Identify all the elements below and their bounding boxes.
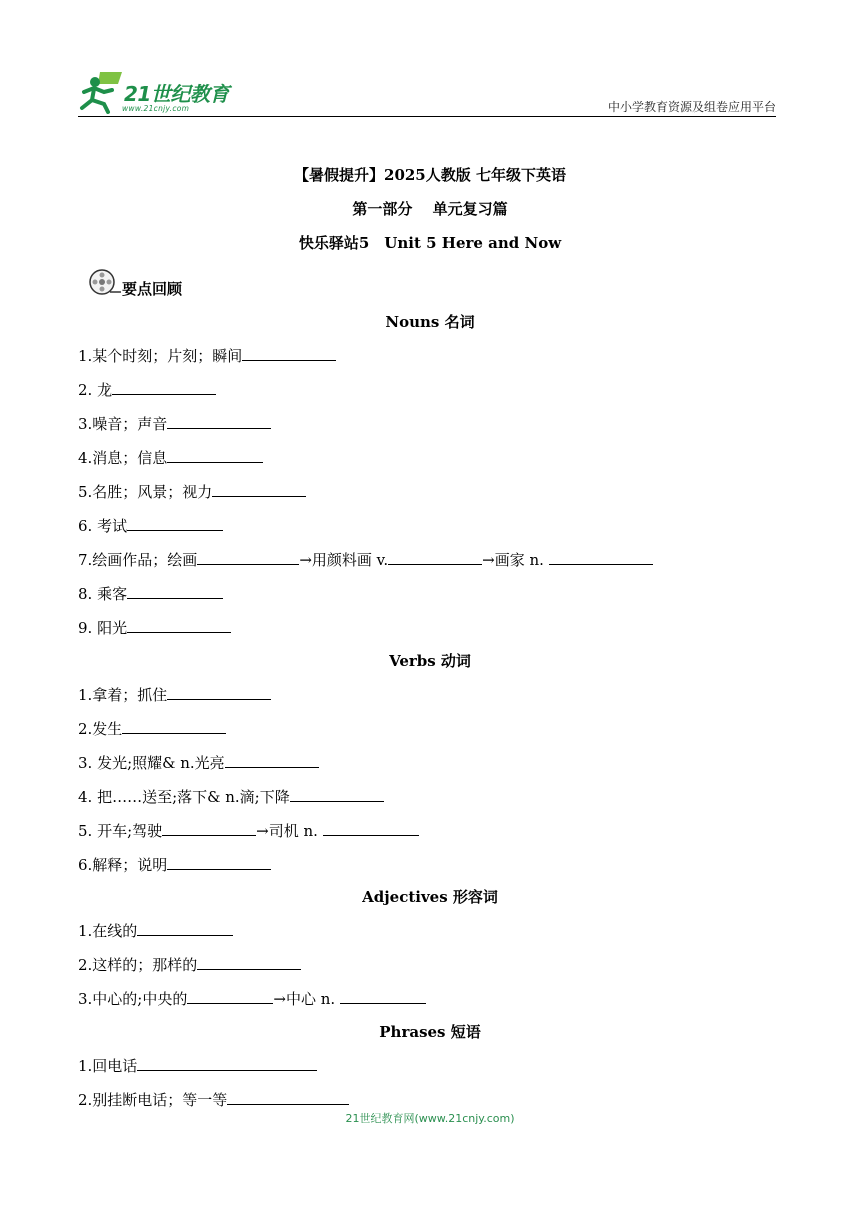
nouns-heading: Nouns 名词 (385, 313, 475, 331)
answer-blank[interactable] (290, 787, 384, 802)
phrases-heading: Phrases 短语 (379, 1023, 481, 1041)
logo-url: www.21cnjy.com (122, 104, 190, 113)
answer-blank[interactable] (225, 753, 319, 768)
answer-blank[interactable] (127, 584, 223, 599)
adjective-item-2: 2.这样的；那样的 (78, 954, 301, 975)
runner-logo-icon (78, 70, 126, 114)
verb-item-6: 6.解释；说明 (78, 854, 271, 875)
phrase-item-2: 2.别挂断电话；等一等 (78, 1089, 349, 1110)
title-line-2: 第一部分 单元复习篇 (352, 200, 508, 218)
answer-blank[interactable] (227, 1090, 349, 1105)
noun-item-6: 6. 考试 (78, 515, 223, 536)
verb-item-3: 3. 发光;照耀& n.光亮 (78, 752, 319, 773)
noun-item-1: 1.某个时刻；片刻；瞬间 (78, 345, 336, 366)
answer-blank[interactable] (162, 821, 256, 836)
noun-item-5: 5.名胜；风景；视力 (78, 481, 306, 502)
page-header (78, 70, 776, 117)
verb-item-4: 4. 把……送至;落下& n.滴;下降 (78, 786, 384, 807)
answer-blank[interactable] (137, 1056, 317, 1071)
section-label: 要点回顾 (122, 280, 183, 298)
answer-blank[interactable] (167, 685, 271, 700)
answer-blank[interactable] (167, 414, 271, 429)
title-line-1: 【暑假提升】2025人教版 七年级下英语 (294, 166, 566, 184)
title-line-3: 快乐驿站5 Unit 5 Here and Now (298, 234, 562, 252)
answer-blank[interactable] (112, 380, 216, 395)
adjective-item-1: 1.在线的 (78, 920, 233, 941)
noun-item-9: 9. 阳光 (78, 617, 231, 638)
answer-blank[interactable] (167, 448, 263, 463)
platform-name: 中小学教育资源及组卷应用平台 (607, 100, 776, 114)
noun-item-2: 2. 龙 (78, 379, 216, 400)
answer-blank[interactable] (323, 821, 419, 836)
page-footer: 21世纪教育网(www.21cnjy.com) (345, 1112, 515, 1125)
noun-item-7: 7.绘画作品；绘画 →用颜料画 v. →画家 n. (78, 549, 653, 570)
answer-blank[interactable] (340, 989, 426, 1004)
adjectives-heading: Adjectives 形容词 (362, 888, 498, 906)
verb-item-2: 2.发生 (78, 718, 226, 739)
verb-item-5: 5. 开车;驾驶 →司机 n. (78, 820, 419, 841)
verb-item-1: 1.拿着；抓住 (78, 684, 271, 705)
answer-blank[interactable] (187, 989, 273, 1004)
answer-blank[interactable] (197, 550, 299, 565)
answer-blank[interactable] (197, 955, 301, 970)
answer-blank[interactable] (137, 921, 233, 936)
film-reel-icon (88, 268, 122, 298)
logo (78, 70, 248, 114)
verbs-heading: Verbs 动词 (389, 652, 471, 670)
noun-item-8: 8. 乘客 (78, 583, 223, 604)
answer-blank[interactable] (388, 550, 482, 565)
answer-blank[interactable] (242, 346, 336, 361)
answer-blank[interactable] (122, 719, 226, 734)
answer-blank[interactable] (127, 516, 223, 531)
answer-blank[interactable] (212, 482, 306, 497)
answer-blank[interactable] (167, 855, 271, 870)
phrase-item-1: 1.回电话 (78, 1055, 317, 1076)
answer-blank[interactable] (127, 618, 231, 633)
answer-blank[interactable] (549, 550, 653, 565)
noun-item-3: 3.噪音；声音 (78, 413, 271, 434)
noun-item-4: 4.消息；信息 (78, 447, 263, 468)
adjective-item-3: 3.中心的;中央的 →中心 n. (78, 988, 426, 1009)
logo-text: 21世纪教育 (124, 82, 229, 106)
